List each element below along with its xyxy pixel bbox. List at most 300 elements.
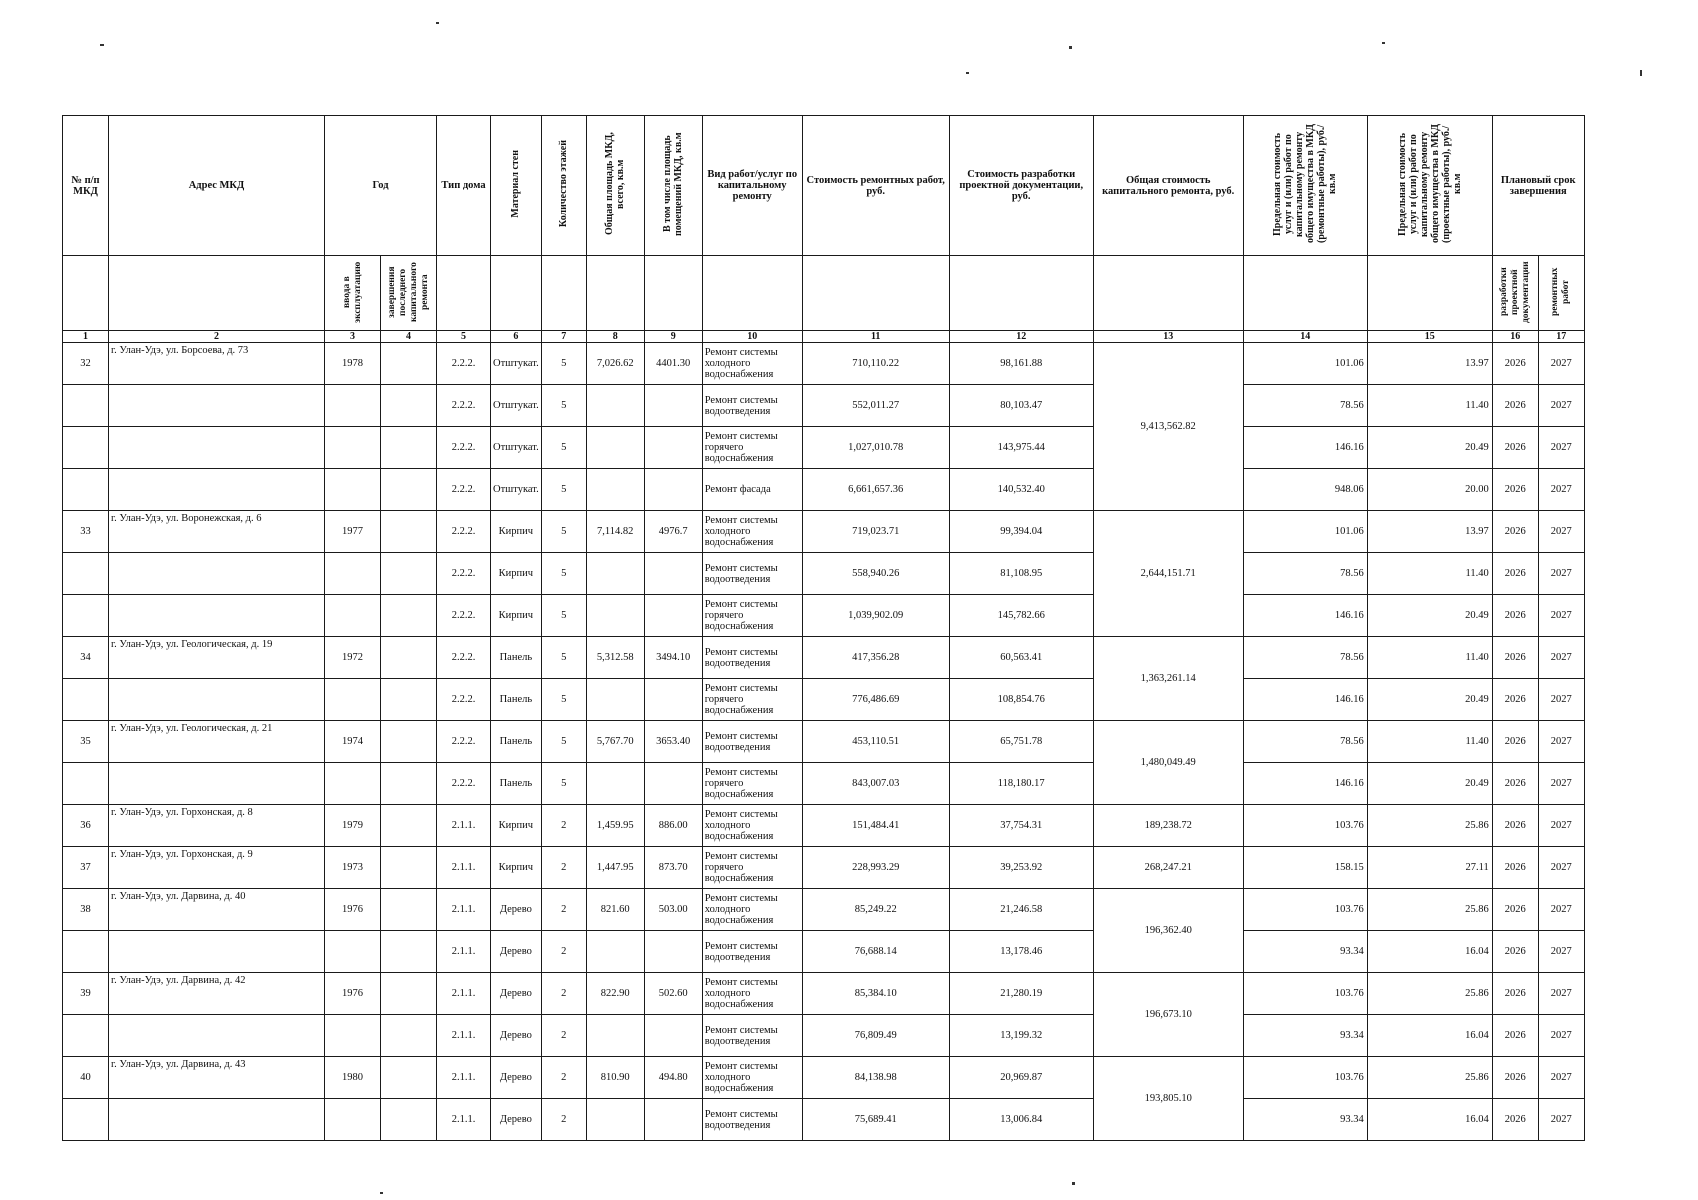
scan-speck: [1072, 1182, 1075, 1185]
year-commission: [325, 469, 381, 511]
year-last-repair: [381, 1057, 437, 1099]
header-area-total: Общая площадь МКД, всего, кв.м: [604, 132, 627, 236]
floors: 2: [541, 973, 586, 1015]
year-last-repair: [381, 595, 437, 637]
work-type: Ремонт системы водоотведения: [702, 931, 802, 973]
repair-cost: 6,661,657.36: [802, 469, 949, 511]
house-type: 2.2.2.: [437, 343, 491, 385]
building-address: г. Улан-Удэ, ул. Горхонская, д. 9: [109, 847, 325, 889]
area-total: 7,026.62: [586, 343, 644, 385]
design-cost: 21,280.19: [949, 973, 1093, 1015]
design-cost: 13,199.32: [949, 1015, 1093, 1057]
area-premises: [644, 1015, 702, 1057]
building-address: г. Улан-Удэ, ул. Дарвина, д. 43: [109, 1057, 325, 1099]
plan-design-year: 2026: [1492, 637, 1538, 679]
building-address: [109, 469, 325, 511]
scan-speck: [100, 44, 104, 46]
header-wall-material: Материал стен: [510, 150, 522, 218]
wall-material: Панель: [491, 637, 542, 679]
plan-repair-year: 2027: [1538, 511, 1584, 553]
plan-repair-year: 2027: [1538, 427, 1584, 469]
house-type: 2.1.1.: [437, 973, 491, 1015]
year-last-repair: [381, 427, 437, 469]
area-total: 1,447.95: [586, 847, 644, 889]
scan-speck: [1640, 70, 1642, 76]
wall-material: Отштукат.: [491, 427, 542, 469]
plan-repair-year: 2027: [1538, 1057, 1584, 1099]
repair-cost: 84,138.98: [802, 1057, 949, 1099]
header-plan-group: Плановый срок завершения: [1492, 116, 1584, 256]
building-address: г. Улан-Удэ, ул. Борсоева, д. 73: [109, 343, 325, 385]
limit-design: 25.86: [1367, 889, 1492, 931]
column-number: 5: [437, 331, 491, 343]
design-cost: 118,180.17: [949, 763, 1093, 805]
limit-repair: 103.76: [1243, 889, 1367, 931]
limit-design: 11.40: [1367, 721, 1492, 763]
limit-design: 20.49: [1367, 595, 1492, 637]
total-cost: 189,238.72: [1093, 805, 1243, 847]
limit-design: 27.11: [1367, 847, 1492, 889]
limit-design: 16.04: [1367, 931, 1492, 973]
work-type: Ремонт системы холодного водоснабжения: [702, 805, 802, 847]
house-type: 2.1.1.: [437, 1015, 491, 1057]
limit-repair: 101.06: [1243, 343, 1367, 385]
work-type: Ремонт системы горячего водоснабжения: [702, 595, 802, 637]
limit-design: 20.49: [1367, 679, 1492, 721]
area-total: [586, 595, 644, 637]
header-design-cost: Стоимость разработки проектной документации, руб.: [949, 116, 1093, 256]
year-commission: [325, 763, 381, 805]
floors: 2: [541, 1057, 586, 1099]
floors: 2: [541, 805, 586, 847]
house-type: 2.2.2.: [437, 469, 491, 511]
column-number-row: [63, 331, 1585, 343]
plan-design-year: 2026: [1492, 385, 1538, 427]
column-number: 6: [491, 331, 542, 343]
design-cost: 108,854.76: [949, 679, 1093, 721]
floors: 5: [541, 637, 586, 679]
limit-design: 11.40: [1367, 553, 1492, 595]
year-last-repair: [381, 763, 437, 805]
building-number: 32: [63, 343, 109, 385]
header-total-cost: Общая стоимость капитального ремонта, руб.: [1093, 116, 1243, 256]
area-premises: 3653.40: [644, 721, 702, 763]
area-premises: 503.00: [644, 889, 702, 931]
building-number: 34: [63, 637, 109, 679]
limit-repair: 103.76: [1243, 1057, 1367, 1099]
plan-repair-year: 2027: [1538, 847, 1584, 889]
plan-design-year: 2026: [1492, 343, 1538, 385]
year-last-repair: [381, 931, 437, 973]
limit-design: 25.86: [1367, 1057, 1492, 1099]
plan-repair-year: 2027: [1538, 553, 1584, 595]
building-number: [63, 427, 109, 469]
plan-repair-year: 2027: [1538, 1099, 1584, 1141]
area-premises: 886.00: [644, 805, 702, 847]
total-cost: 196,673.10: [1093, 973, 1243, 1057]
house-type: 2.2.2.: [437, 553, 491, 595]
table-row: [63, 1015, 1585, 1057]
wall-material: Панель: [491, 763, 542, 805]
wall-material: Панель: [491, 721, 542, 763]
building-address: г. Улан-Удэ, ул. Геологическая, д. 21: [109, 721, 325, 763]
limit-repair: 78.56: [1243, 553, 1367, 595]
floors: 5: [541, 343, 586, 385]
repair-cost: 710,110.22: [802, 343, 949, 385]
total-cost: 193,805.10: [1093, 1057, 1243, 1141]
building-number: 40: [63, 1057, 109, 1099]
year-last-repair: [381, 973, 437, 1015]
total-cost: 1,363,261.14: [1093, 637, 1243, 721]
building-number: [63, 385, 109, 427]
limit-design: 25.86: [1367, 973, 1492, 1015]
repair-cost: 85,249.22: [802, 889, 949, 931]
header-subrow: [63, 256, 1585, 331]
work-type: Ремонт системы водоотведения: [702, 1099, 802, 1141]
repair-cost: 1,039,902.09: [802, 595, 949, 637]
plan-design-year: 2026: [1492, 1057, 1538, 1099]
limit-repair: 93.34: [1243, 1099, 1367, 1141]
area-total: [586, 469, 644, 511]
wall-material: Дерево: [491, 931, 542, 973]
area-premises: [644, 595, 702, 637]
column-number: 9: [644, 331, 702, 343]
design-cost: 13,178.46: [949, 931, 1093, 973]
header-year-commission: ввода в эксплуатацию: [341, 260, 363, 323]
limit-repair: 146.16: [1243, 595, 1367, 637]
building-number: [63, 1015, 109, 1057]
design-cost: 99,394.04: [949, 511, 1093, 553]
plan-design-year: 2026: [1492, 973, 1538, 1015]
area-premises: [644, 385, 702, 427]
work-type: Ремонт системы водоотведения: [702, 721, 802, 763]
area-total: 7,114.82: [586, 511, 644, 553]
repair-cost: 76,688.14: [802, 931, 949, 973]
plan-repair-year: 2027: [1538, 721, 1584, 763]
limit-design: 16.04: [1367, 1099, 1492, 1141]
house-type: 2.2.2.: [437, 763, 491, 805]
column-number: 12: [949, 331, 1093, 343]
wall-material: Кирпич: [491, 847, 542, 889]
scan-speck: [966, 72, 969, 74]
plan-design-year: 2026: [1492, 847, 1538, 889]
building-address: [109, 679, 325, 721]
year-commission: 1973: [325, 847, 381, 889]
plan-repair-year: 2027: [1538, 343, 1584, 385]
plan-design-year: 2026: [1492, 469, 1538, 511]
area-total: [586, 679, 644, 721]
area-premises: 3494.10: [644, 637, 702, 679]
limit-repair: 78.56: [1243, 385, 1367, 427]
floors: 2: [541, 847, 586, 889]
table-row: [63, 1057, 1585, 1099]
limit-design: 11.40: [1367, 637, 1492, 679]
total-cost: 9,413,562.82: [1093, 343, 1243, 511]
plan-repair-year: 2027: [1538, 595, 1584, 637]
building-number: [63, 553, 109, 595]
plan-repair-year: 2027: [1538, 637, 1584, 679]
house-type: 2.1.1.: [437, 1099, 491, 1141]
header-floors: Количество этажей: [558, 140, 570, 228]
limit-design: 13.97: [1367, 511, 1492, 553]
year-last-repair: [381, 805, 437, 847]
floors: 5: [541, 763, 586, 805]
design-cost: 140,532.40: [949, 469, 1093, 511]
floors: 2: [541, 931, 586, 973]
year-last-repair: [381, 637, 437, 679]
limit-repair: 146.16: [1243, 427, 1367, 469]
table-row: [63, 847, 1585, 889]
limit-repair: 158.15: [1243, 847, 1367, 889]
limit-design: 16.04: [1367, 1015, 1492, 1057]
floors: 5: [541, 721, 586, 763]
year-commission: [325, 595, 381, 637]
area-total: [586, 763, 644, 805]
total-cost: 2,644,151.71: [1093, 511, 1243, 637]
year-last-repair: [381, 343, 437, 385]
plan-repair-year: 2027: [1538, 931, 1584, 973]
area-total: [586, 931, 644, 973]
scan-speck: [1069, 46, 1072, 49]
floors: 5: [541, 595, 586, 637]
building-address: г. Улан-Удэ, ул. Дарвина, д. 40: [109, 889, 325, 931]
header-year-group: Год: [325, 116, 437, 256]
building-number: 37: [63, 847, 109, 889]
work-type: Ремонт системы водоотведения: [702, 385, 802, 427]
repair-cost: 776,486.69: [802, 679, 949, 721]
wall-material: Отштукат.: [491, 469, 542, 511]
limit-repair: 103.76: [1243, 805, 1367, 847]
house-type: 2.2.2.: [437, 385, 491, 427]
year-last-repair: [381, 679, 437, 721]
table-row: [63, 511, 1585, 553]
year-last-repair: [381, 553, 437, 595]
limit-repair: 101.06: [1243, 511, 1367, 553]
header-work-type: Вид работ/услуг по капитальному ремонту: [702, 116, 802, 256]
house-type: 2.1.1.: [437, 931, 491, 973]
area-premises: [644, 427, 702, 469]
floors: 2: [541, 1015, 586, 1057]
header-row: [63, 116, 1585, 256]
building-address: [109, 1015, 325, 1057]
plan-repair-year: 2027: [1538, 679, 1584, 721]
year-commission: 1976: [325, 973, 381, 1015]
year-last-repair: [381, 511, 437, 553]
year-commission: [325, 1015, 381, 1057]
work-type: Ремонт системы холодного водоснабжения: [702, 973, 802, 1015]
house-type: 2.2.2.: [437, 721, 491, 763]
limit-repair: 948.06: [1243, 469, 1367, 511]
year-commission: [325, 427, 381, 469]
limit-design: 11.40: [1367, 385, 1492, 427]
building-address: г. Улан-Удэ, ул. Горхонская, д. 8: [109, 805, 325, 847]
work-type: Ремонт системы водоотведения: [702, 1015, 802, 1057]
limit-repair: 103.76: [1243, 973, 1367, 1015]
plan-repair-year: 2027: [1538, 1015, 1584, 1057]
limit-repair: 93.34: [1243, 931, 1367, 973]
building-address: [109, 763, 325, 805]
area-premises: 502.60: [644, 973, 702, 1015]
work-type: Ремонт системы горячего водоснабжения: [702, 847, 802, 889]
column-number: 17: [1538, 331, 1584, 343]
building-number: 38: [63, 889, 109, 931]
table-row: [63, 889, 1585, 931]
building-address: [109, 1099, 325, 1141]
area-premises: 494.80: [644, 1057, 702, 1099]
repair-cost: 453,110.51: [802, 721, 949, 763]
table-row: [63, 553, 1585, 595]
area-total: 822.90: [586, 973, 644, 1015]
repair-cost: 75,689.41: [802, 1099, 949, 1141]
building-number: 35: [63, 721, 109, 763]
area-total: [586, 1099, 644, 1141]
wall-material: Панель: [491, 679, 542, 721]
year-commission: [325, 679, 381, 721]
year-commission: 1977: [325, 511, 381, 553]
floors: 2: [541, 1099, 586, 1141]
table-row: [63, 595, 1585, 637]
table-row: [63, 763, 1585, 805]
table-row: [63, 679, 1585, 721]
limit-design: 13.97: [1367, 343, 1492, 385]
area-total: 5,312.58: [586, 637, 644, 679]
house-type: 2.1.1.: [437, 1057, 491, 1099]
total-cost: 1,480,049.49: [1093, 721, 1243, 805]
limit-repair: 78.56: [1243, 721, 1367, 763]
floors: 5: [541, 469, 586, 511]
year-commission: 1976: [325, 889, 381, 931]
column-number: 16: [1492, 331, 1538, 343]
floors: 5: [541, 679, 586, 721]
area-total: [586, 553, 644, 595]
repair-cost: 417,356.28: [802, 637, 949, 679]
header-limit-repair: Предельная стоимость услуг и (или) работ по капитальному ремонту общего имущества в МКД (ремонтные работы), руб./кв.м: [1272, 124, 1339, 244]
wall-material: Дерево: [491, 1057, 542, 1099]
year-last-repair: [381, 385, 437, 427]
wall-material: Кирпич: [491, 595, 542, 637]
design-cost: 13,006.84: [949, 1099, 1093, 1141]
header-plan-design: разработки проектной документации: [1498, 260, 1531, 323]
work-type: Ремонт системы водоотведения: [702, 637, 802, 679]
building-address: г. Улан-Удэ, ул. Геологическая, д. 19: [109, 637, 325, 679]
table-row: [63, 385, 1585, 427]
plan-repair-year: 2027: [1538, 805, 1584, 847]
table-row: [63, 973, 1585, 1015]
column-number: 3: [325, 331, 381, 343]
plan-repair-year: 2027: [1538, 469, 1584, 511]
column-number: 15: [1367, 331, 1492, 343]
column-number: 2: [109, 331, 325, 343]
building-number: [63, 931, 109, 973]
repair-cost: 85,384.10: [802, 973, 949, 1015]
header-year-last-repair: завершения последнего капитального ремонта: [386, 261, 430, 322]
wall-material: Дерево: [491, 973, 542, 1015]
area-total: [586, 427, 644, 469]
plan-repair-year: 2027: [1538, 763, 1584, 805]
table-row: [63, 637, 1585, 679]
building-address: [109, 385, 325, 427]
floors: 5: [541, 385, 586, 427]
area-premises: [644, 469, 702, 511]
header-plan-repair: ремонтных работ: [1550, 267, 1572, 316]
repair-cost: 228,993.29: [802, 847, 949, 889]
design-cost: 21,246.58: [949, 889, 1093, 931]
table-row: [63, 1099, 1585, 1141]
area-premises: 4401.30: [644, 343, 702, 385]
table-row: [63, 721, 1585, 763]
limit-repair: 78.56: [1243, 637, 1367, 679]
column-number: 4: [381, 331, 437, 343]
header-house-type: Тип дома: [437, 116, 491, 256]
year-commission: [325, 553, 381, 595]
capital-repair-table: [62, 115, 1585, 1141]
repair-cost: 151,484.41: [802, 805, 949, 847]
repair-cost: 1,027,010.78: [802, 427, 949, 469]
work-type: Ремонт системы водоотведения: [702, 553, 802, 595]
limit-design: 20.49: [1367, 763, 1492, 805]
year-last-repair: [381, 469, 437, 511]
plan-design-year: 2026: [1492, 763, 1538, 805]
column-number: 11: [802, 331, 949, 343]
plan-design-year: 2026: [1492, 889, 1538, 931]
column-number: 7: [541, 331, 586, 343]
year-last-repair: [381, 889, 437, 931]
area-premises: [644, 553, 702, 595]
limit-design: 25.86: [1367, 805, 1492, 847]
area-total: 821.60: [586, 889, 644, 931]
year-commission: [325, 385, 381, 427]
area-premises: [644, 763, 702, 805]
plan-design-year: 2026: [1492, 931, 1538, 973]
wall-material: Дерево: [491, 1099, 542, 1141]
area-premises: [644, 931, 702, 973]
work-type: Ремонт системы холодного водоснабжения: [702, 889, 802, 931]
scan-speck: [1382, 42, 1385, 44]
floors: 5: [541, 553, 586, 595]
year-commission: 1980: [325, 1057, 381, 1099]
header-repair-cost: Стоимость ремонтных работ, руб.: [802, 116, 949, 256]
area-premises: 4976.7: [644, 511, 702, 553]
year-commission: [325, 1099, 381, 1141]
year-commission: 1972: [325, 637, 381, 679]
column-number: 14: [1243, 331, 1367, 343]
year-commission: 1974: [325, 721, 381, 763]
building-address: г. Улан-Удэ, ул. Воронежская, д. 6: [109, 511, 325, 553]
design-cost: 60,563.41: [949, 637, 1093, 679]
table-row: [63, 427, 1585, 469]
plan-design-year: 2026: [1492, 427, 1538, 469]
house-type: 2.2.2.: [437, 511, 491, 553]
wall-material: Отштукат.: [491, 385, 542, 427]
building-number: [63, 763, 109, 805]
work-type: Ремонт системы холодного водоснабжения: [702, 343, 802, 385]
header-address: Адрес МКД: [109, 116, 325, 256]
year-commission: 1979: [325, 805, 381, 847]
building-number: [63, 1099, 109, 1141]
column-number: 1: [63, 331, 109, 343]
plan-design-year: 2026: [1492, 595, 1538, 637]
floors: 2: [541, 889, 586, 931]
building-address: г. Улан-Удэ, ул. Дарвина, д. 42: [109, 973, 325, 1015]
house-type: 2.1.1.: [437, 805, 491, 847]
work-type: Ремонт системы горячего водоснабжения: [702, 679, 802, 721]
house-type: 2.1.1.: [437, 889, 491, 931]
work-type: Ремонт системы холодного водоснабжения: [702, 511, 802, 553]
scan-speck: [436, 22, 439, 24]
wall-material: Кирпич: [491, 805, 542, 847]
work-type: Ремонт системы холодного водоснабжения: [702, 1057, 802, 1099]
repair-cost: 558,940.26: [802, 553, 949, 595]
